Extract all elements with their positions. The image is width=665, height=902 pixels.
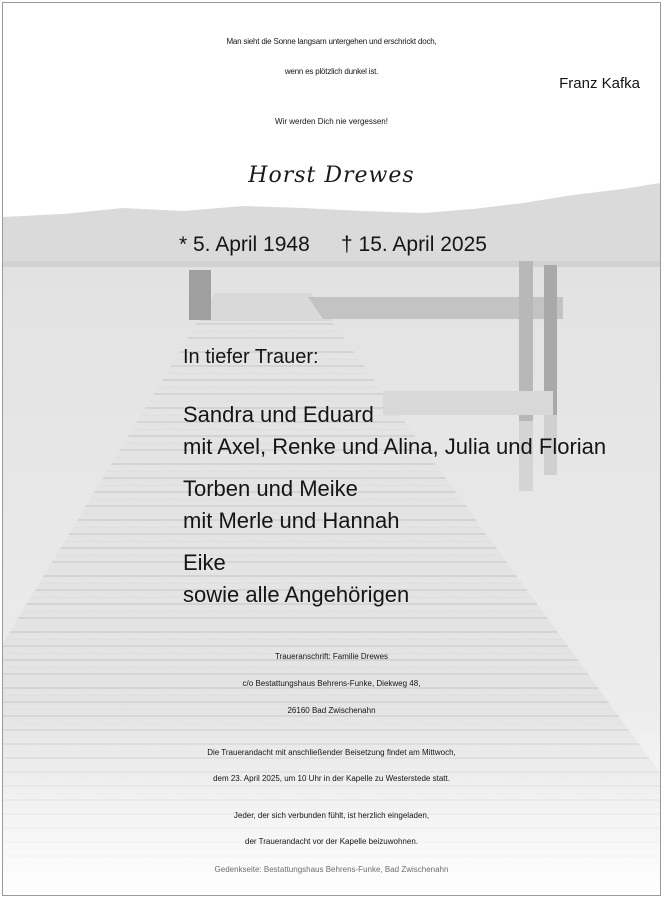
- obituary-card: [2, 2, 661, 896]
- mourner-line: mit Merle und Hannah: [183, 508, 400, 533]
- death-date: † 15. April 2025: [341, 233, 487, 256]
- motto: Wir werden Dich nie vergessen!: [275, 117, 388, 126]
- service-line-4: der Trauerandacht vor der Kapelle beizuwohnen.: [245, 837, 418, 846]
- deceased-name: Horst Drewes: [248, 163, 415, 188]
- mourner-line: Eike: [183, 550, 226, 575]
- birth-date: * 5. April 1948: [179, 233, 310, 256]
- service-line-3: Jeder, der sich verbunden fühlt, ist herzlich eingeladen,: [233, 811, 430, 820]
- quote-author: Franz Kafka: [559, 75, 640, 92]
- quote-line-2: wenn es plötzlich dunkel ist.: [284, 67, 379, 76]
- mourner-line: mit Axel, Renke und Alina, Julia und Florian: [183, 434, 607, 459]
- service-line-2: dem 23. April 2025, um 10 Uhr in der Kapelle zu Westerstede statt.: [213, 774, 450, 783]
- address-line-3: 26160 Bad Zwischenahn: [287, 706, 376, 715]
- address-line-2: c/o Bestattungshaus Behrens-Funke, Diekweg 48,: [242, 679, 421, 688]
- mourner-line: sowie alle Angehörigen: [183, 582, 410, 607]
- mourner-line: Torben und Meike: [183, 476, 358, 501]
- mourners-intro: In tiefer Trauer:: [183, 346, 319, 368]
- mourner-line: Sandra und Eduard: [183, 402, 374, 427]
- quote-line-1: Man sieht die Sonne langsam untergehen und erschrickt doch,: [226, 37, 437, 46]
- memorial-page-footer: Gedenkseite: Bestattungshaus Behrens-Funke, Bad Zwischenahn: [214, 865, 449, 874]
- service-line-1: Die Trauerandacht mit anschließender Beisetzung findet am Mittwoch,: [207, 748, 456, 757]
- address-line-1: Traueranschrift: Familie Drewes: [274, 652, 389, 661]
